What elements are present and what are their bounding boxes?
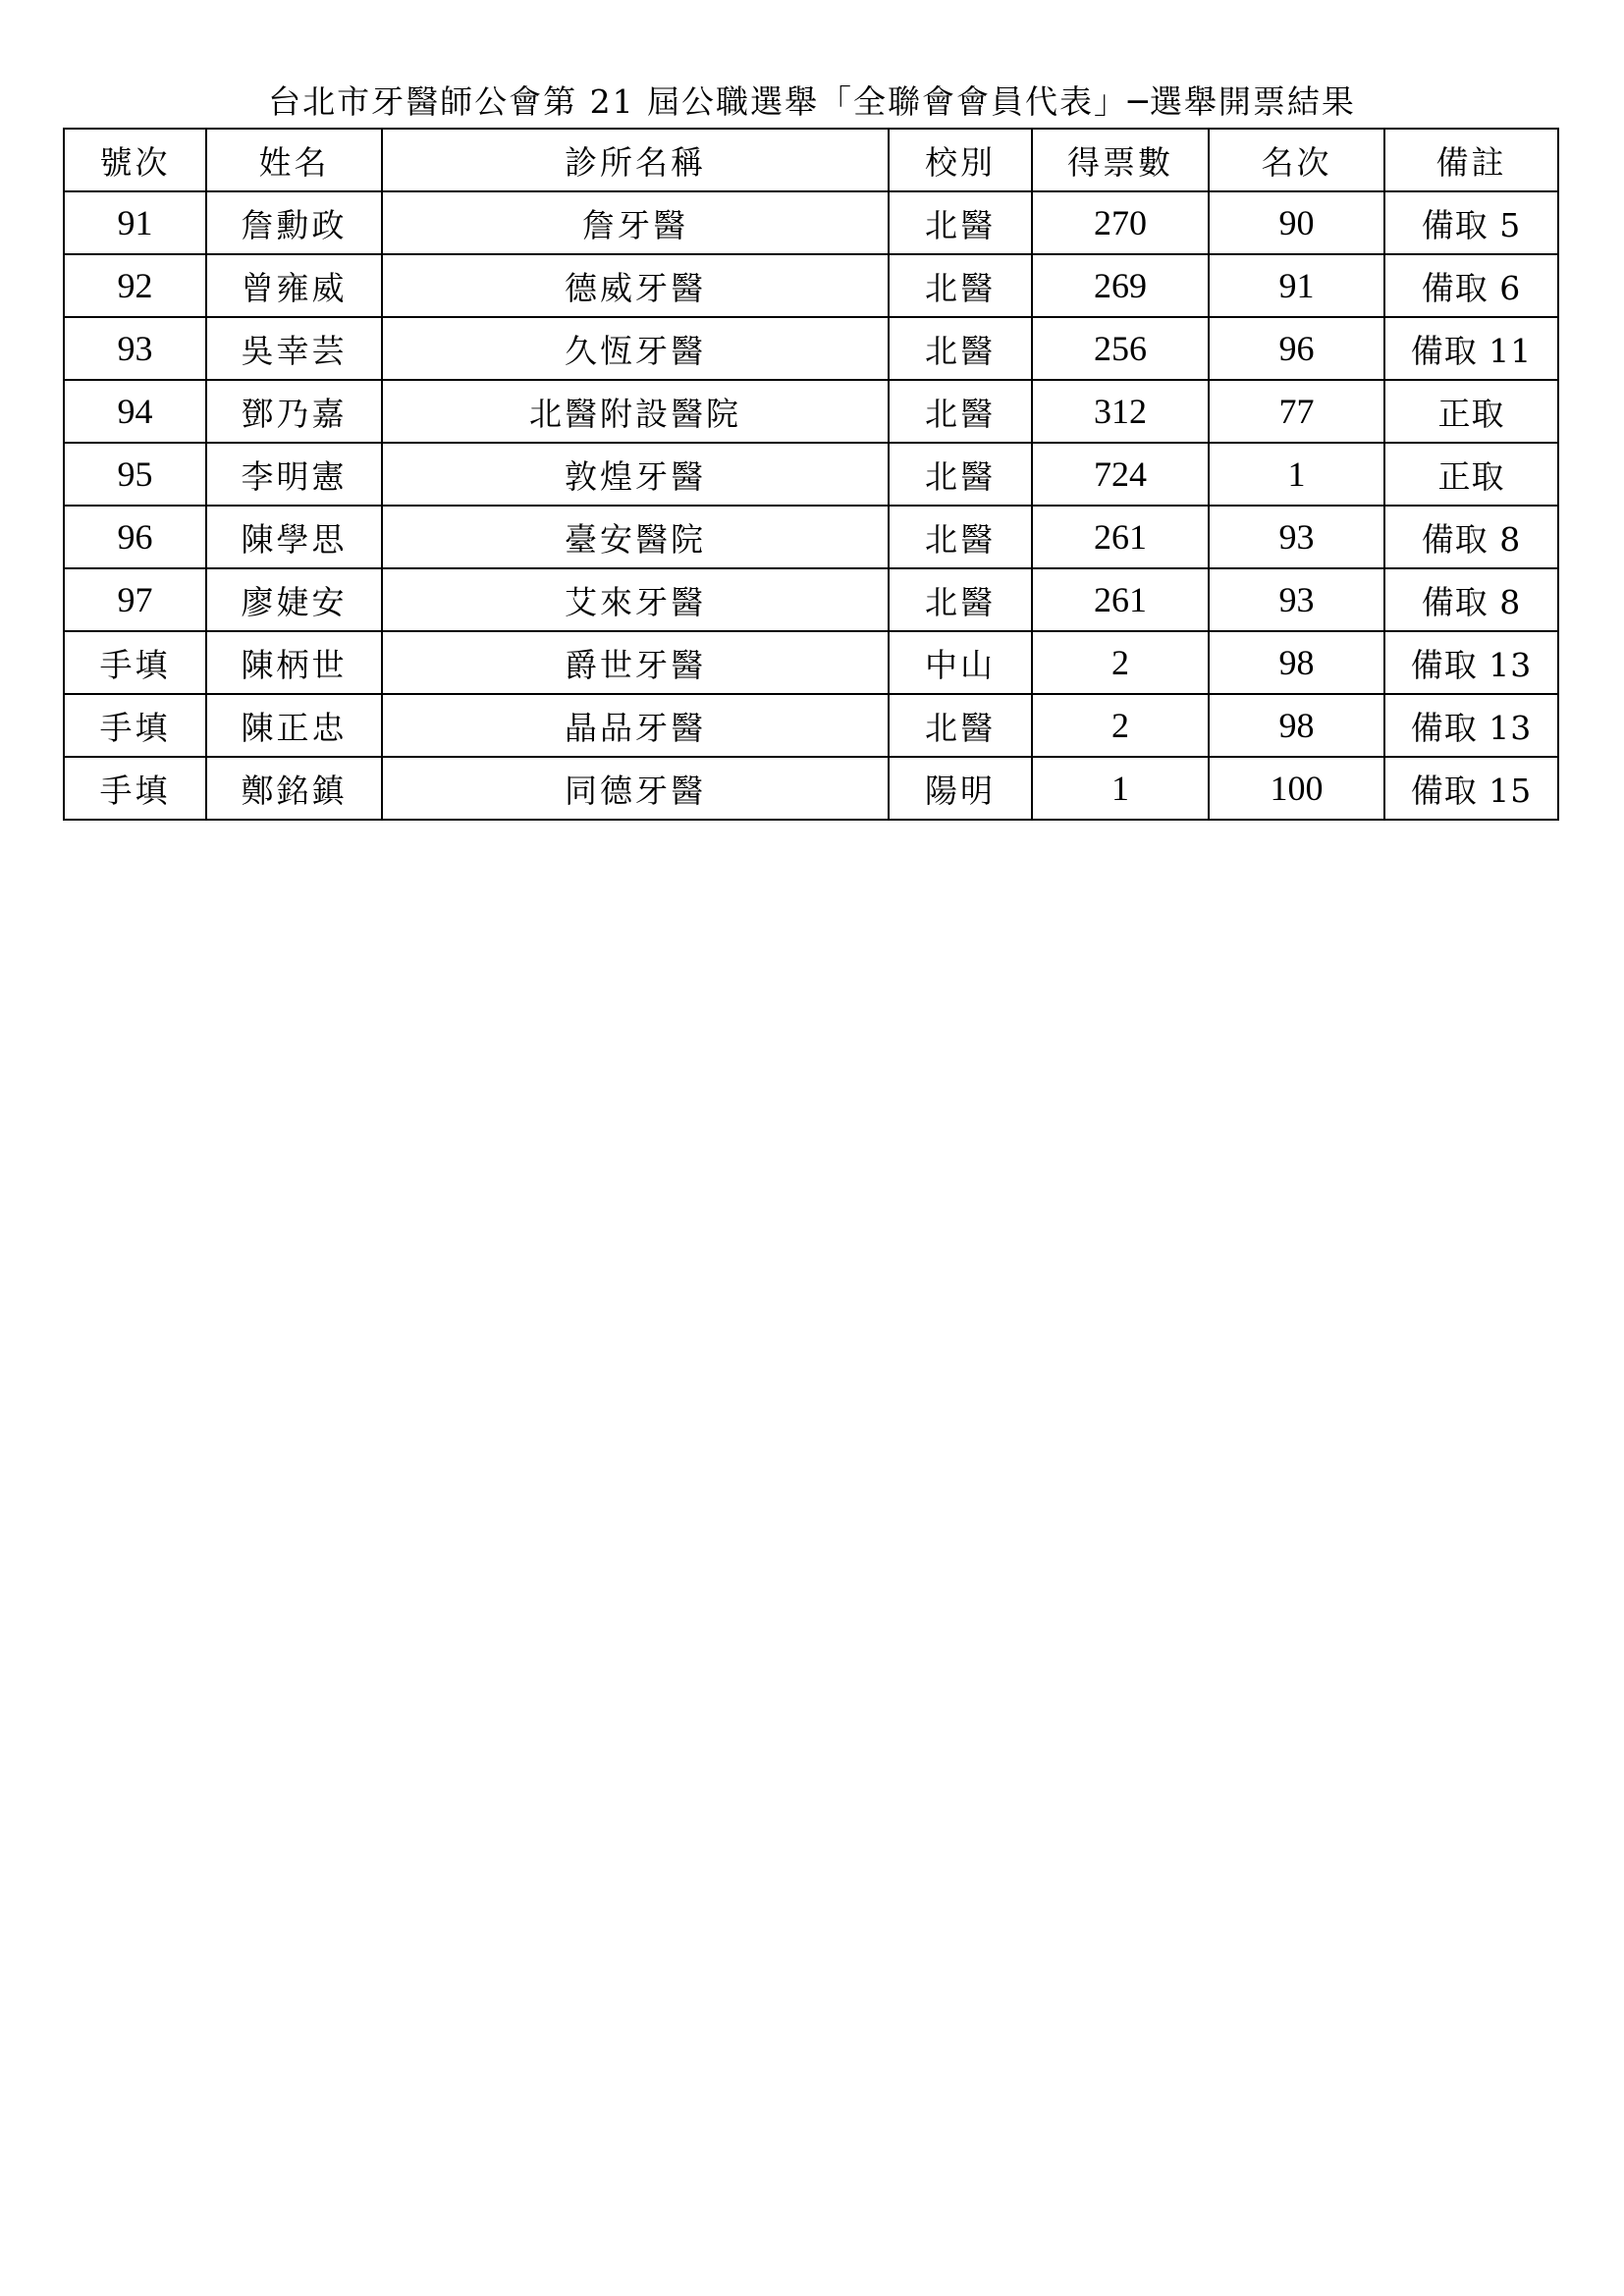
table-row — [64, 380, 1558, 443]
table-row — [64, 506, 1558, 568]
cell-name: 詹勳政 — [206, 191, 382, 254]
cell-school: 北醫 — [889, 191, 1032, 254]
cell-note: 備取 13 — [1384, 631, 1558, 694]
cell-clinic: 德威牙醫 — [382, 254, 889, 317]
cell-votes: 256 — [1032, 317, 1209, 380]
cell-name: 陳學思 — [206, 506, 382, 568]
header-number: 號次 — [64, 129, 206, 191]
header-name: 姓名 — [206, 129, 382, 191]
cell-note: 備取 6 — [1384, 254, 1558, 317]
cell-number: 94 — [64, 380, 206, 443]
cell-number: 手填 — [64, 694, 206, 757]
cell-number: 93 — [64, 317, 206, 380]
cell-votes: 261 — [1032, 568, 1209, 631]
header-row — [64, 129, 1558, 191]
cell-clinic: 同德牙醫 — [382, 757, 889, 820]
cell-school: 中山 — [889, 631, 1032, 694]
cell-name: 曾雍威 — [206, 254, 382, 317]
cell-clinic: 臺安醫院 — [382, 506, 889, 568]
cell-rank: 1 — [1209, 443, 1384, 506]
cell-note: 備取 5 — [1384, 191, 1558, 254]
table-row — [64, 694, 1558, 757]
cell-name: 陳柄世 — [206, 631, 382, 694]
cell-note: 備取 8 — [1384, 568, 1558, 631]
cell-school: 北醫 — [889, 317, 1032, 380]
cell-number: 手填 — [64, 757, 206, 820]
cell-school: 北醫 — [889, 506, 1032, 568]
table-row — [64, 757, 1558, 820]
cell-school: 北醫 — [889, 254, 1032, 317]
cell-number: 手填 — [64, 631, 206, 694]
cell-rank: 90 — [1209, 191, 1384, 254]
header-votes: 得票數 — [1032, 129, 1209, 191]
cell-clinic: 久恆牙醫 — [382, 317, 889, 380]
cell-rank: 98 — [1209, 694, 1384, 757]
cell-number: 95 — [64, 443, 206, 506]
cell-note: 備取 15 — [1384, 757, 1558, 820]
cell-name: 廖婕安 — [206, 568, 382, 631]
cell-number: 91 — [64, 191, 206, 254]
cell-number: 92 — [64, 254, 206, 317]
table-row — [64, 317, 1558, 380]
cell-votes: 261 — [1032, 506, 1209, 568]
cell-note: 備取 11 — [1384, 317, 1558, 380]
page-title: 台北市牙醫師公會第 21 屆公職選舉「全聯會會員代表」─選舉開票結果 — [268, 82, 1356, 121]
cell-rank: 77 — [1209, 380, 1384, 443]
header-clinic: 診所名稱 — [382, 129, 889, 191]
cell-school: 北醫 — [889, 694, 1032, 757]
cell-rank: 98 — [1209, 631, 1384, 694]
cell-votes: 2 — [1032, 694, 1209, 757]
cell-note: 備取 8 — [1384, 506, 1558, 568]
cell-votes: 724 — [1032, 443, 1209, 506]
cell-note: 正取 — [1384, 443, 1558, 506]
cell-school: 北醫 — [889, 443, 1032, 506]
cell-clinic: 詹牙醫 — [382, 191, 889, 254]
cell-votes: 2 — [1032, 631, 1209, 694]
cell-name: 李明憲 — [206, 443, 382, 506]
cell-clinic: 爵世牙醫 — [382, 631, 889, 694]
cell-clinic: 艾來牙醫 — [382, 568, 889, 631]
cell-note: 正取 — [1384, 380, 1558, 443]
cell-name: 陳正忠 — [206, 694, 382, 757]
cell-rank: 96 — [1209, 317, 1384, 380]
table-row — [64, 254, 1558, 317]
table-row — [64, 568, 1558, 631]
cell-school: 北醫 — [889, 380, 1032, 443]
cell-name: 鄧乃嘉 — [206, 380, 382, 443]
table-row — [64, 443, 1558, 506]
header-rank: 名次 — [1209, 129, 1384, 191]
cell-name: 吳幸芸 — [206, 317, 382, 380]
cell-number: 96 — [64, 506, 206, 568]
cell-school: 北醫 — [889, 568, 1032, 631]
cell-rank: 93 — [1209, 568, 1384, 631]
cell-votes: 312 — [1032, 380, 1209, 443]
cell-number: 97 — [64, 568, 206, 631]
cell-clinic: 晶品牙醫 — [382, 694, 889, 757]
cell-clinic: 敦煌牙醫 — [382, 443, 889, 506]
cell-name: 鄭銘鎮 — [206, 757, 382, 820]
results-table — [63, 128, 1559, 821]
cell-rank: 93 — [1209, 506, 1384, 568]
cell-school: 陽明 — [889, 757, 1032, 820]
table-row — [64, 191, 1558, 254]
cell-rank: 91 — [1209, 254, 1384, 317]
header-note: 備註 — [1384, 129, 1558, 191]
cell-votes: 1 — [1032, 757, 1209, 820]
cell-votes: 269 — [1032, 254, 1209, 317]
cell-rank: 100 — [1209, 757, 1384, 820]
table-row — [64, 631, 1558, 694]
cell-votes: 270 — [1032, 191, 1209, 254]
cell-note: 備取 13 — [1384, 694, 1558, 757]
header-school: 校別 — [889, 129, 1032, 191]
cell-clinic: 北醫附設醫院 — [382, 380, 889, 443]
